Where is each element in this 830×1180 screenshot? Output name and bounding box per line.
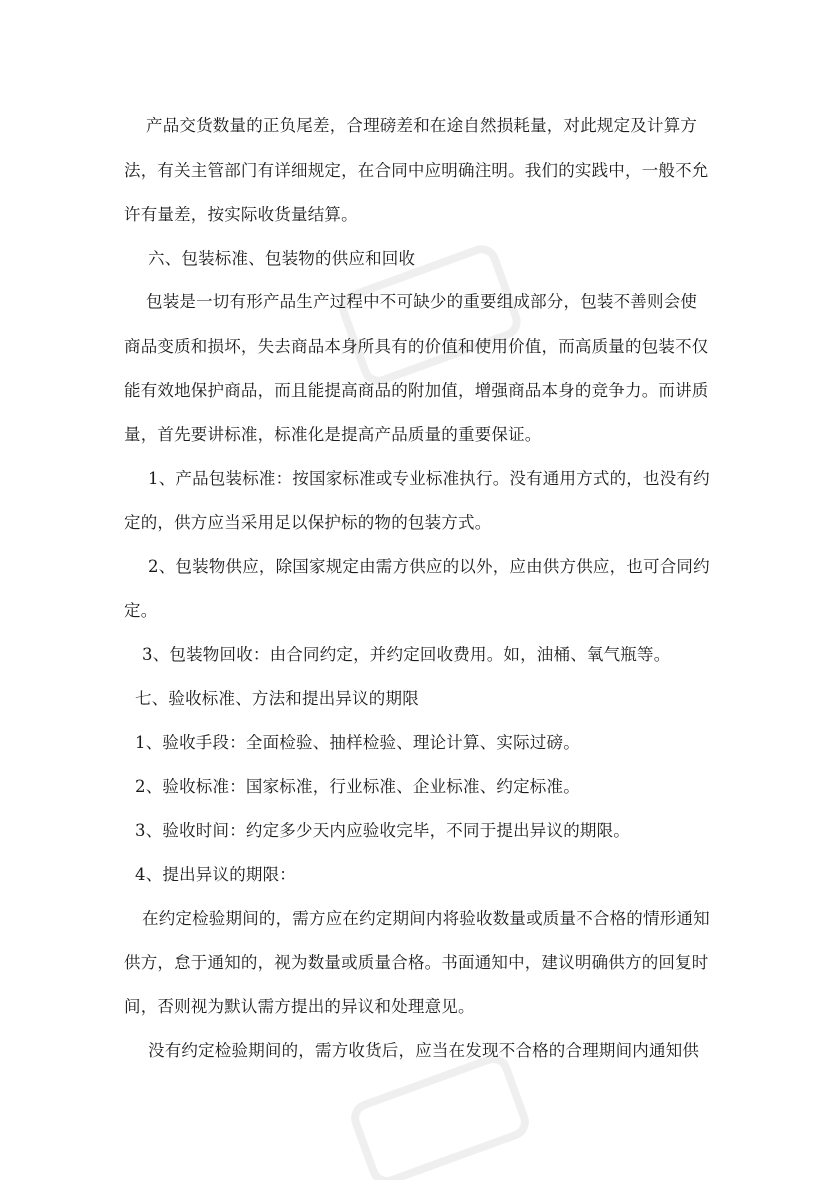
paragraph-line: 没有约定检验期间的，需方收货后，应当在发现不合格的合理期间内通知供 (148, 1041, 700, 1060)
list-item: 1、产品包装标准：按国家标准或专业标准执行。没有通用方式的，也没有约 (148, 469, 710, 488)
list-item: 2、包装物供应，除国家规定由需方供应的以外，应由供方供应，也可合同约 (148, 557, 710, 576)
paragraph-line: 法，有关主管部门有详细规定，在合同中应明确注明。我们的实践中，一般不允 (124, 161, 709, 180)
paragraph-line: 供方，怠于通知的，视为数量或质量合格。书面通知中，建议明确供方的回复时 (124, 953, 709, 972)
paragraph-line: 许有量差，按实际收货量结算。 (124, 205, 358, 224)
paragraph-line: 包装是一切有形产品生产过程中不可缺少的重要组成部分，包装不善则会使 (146, 292, 698, 311)
paragraph-line: 间，否则视为默认需方提出的异议和处理意见。 (124, 997, 475, 1016)
section-heading: 六、包装标准、包装物的供应和回收 (148, 249, 416, 268)
paragraph-line: 量，首先要讲标准，标准化是提高产品质量的重要保证。 (124, 425, 542, 444)
paragraph-line: 产品交货数量的正负尾差，合理磅差和在途自然损耗量，对此规定及计算方 (146, 116, 698, 135)
list-item: 3、包装物回收：由合同约定，并约定回收费用。如，油桶、氧气瓶等。 (142, 645, 671, 664)
paragraph-line: 定的，供方应当采用足以保护标的物的包装方式。 (124, 513, 492, 532)
list-item: 1、验收手段：全面检验、抽样检验、理论计算、实际过磅。 (135, 733, 580, 752)
paragraph-line: 定。 (124, 601, 158, 620)
watermark-logo-bottom (340, 1050, 540, 1180)
list-item: 3、验收时间：约定多少天内应验收完毕，不同于提出异议的期限。 (135, 821, 630, 840)
paragraph-line: 能有效地保护商品，而且能提高商品的附加值，增强商品本身的竞争力。而讲质 (124, 381, 709, 400)
paragraph-line: 商品变质和损坏，失去商品本身所具有的价值和使用价值，而高质量的包装不仅 (124, 337, 709, 356)
section-heading: 七、验收标准、方法和提出异议的期限 (135, 689, 419, 708)
paragraph-line: 在约定检验期间的，需方应在约定期间内将验收数量或质量不合格的情形通知 (142, 909, 710, 928)
list-item: 2、验收标准：国家标准，行业标准、企业标准、约定标准。 (135, 777, 580, 796)
list-item: 4、提出异议的期限： (135, 865, 296, 884)
